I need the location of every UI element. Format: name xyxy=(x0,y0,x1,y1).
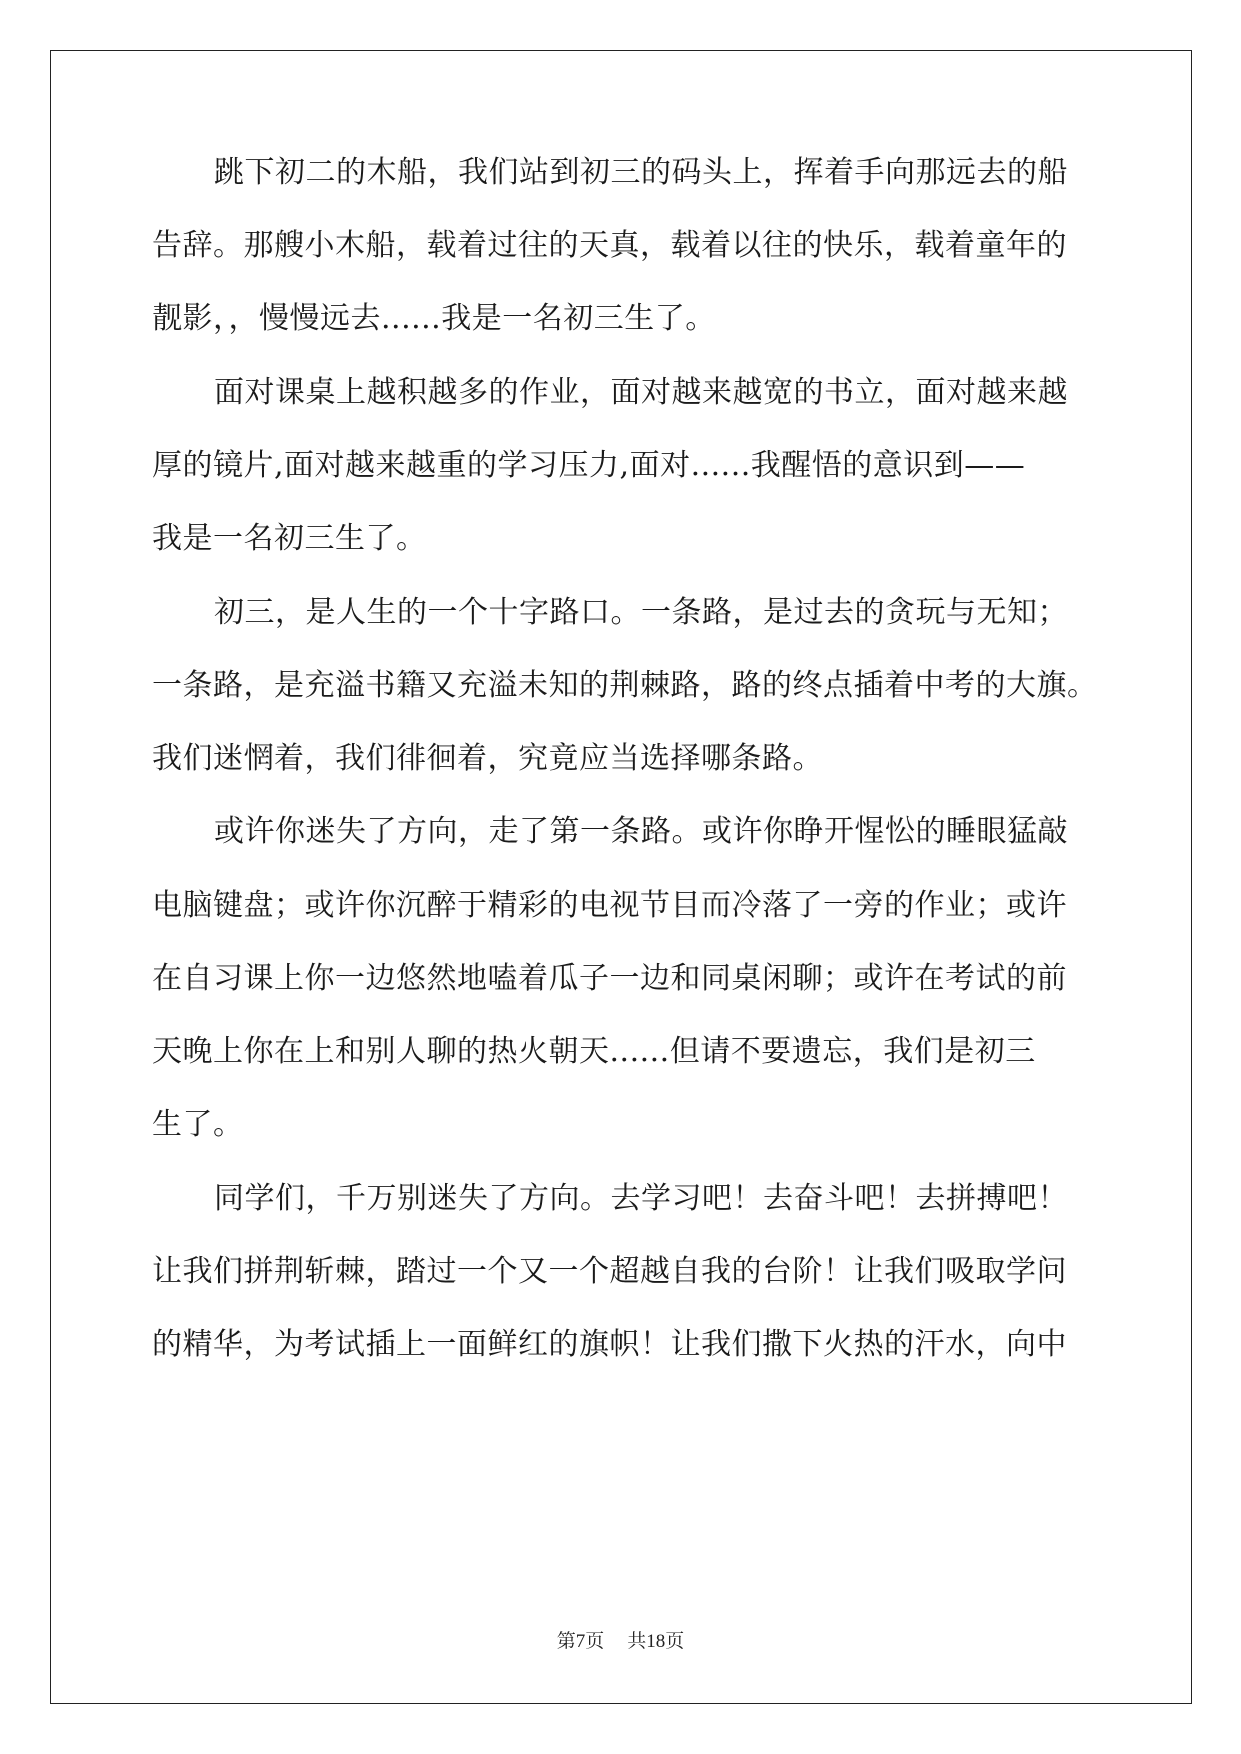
text-line: 的精华，为考试插上一面鲜红的旗帜！让我们撒下火热的汗水，向中 xyxy=(152,1327,1067,1362)
page-footer xyxy=(0,1630,1241,1654)
page-total: 共18页 xyxy=(627,1631,685,1652)
text-line: 电脑键盘；或许你沉醉于精彩的电视节目而冷落了一旁的作业；或许 xyxy=(152,888,1067,923)
text-line: 生了。 xyxy=(152,1107,244,1142)
text-line: 在自习课上你一边悠然地嗑着瓜子一边和同桌闲聊；或许在考试的前 xyxy=(152,961,1067,996)
text-line: 告辞。那艘小木船，载着过往的天真，载着以往的快乐，载着童年的 xyxy=(152,228,1067,263)
text-line: 初三，是人生的一个十字路口。一条路，是过去的贪玩与无知； xyxy=(214,595,1068,630)
text-line: 我们迷惘着，我们徘徊着，究竟应当选择哪条路。 xyxy=(152,741,823,776)
page-number: 第7页 xyxy=(556,1631,605,1652)
text-line: 或许你迷失了方向，走了第一条路。或许你睁开惺忪的睡眼猛敲 xyxy=(214,814,1068,849)
text-line: 天晚上你在上和别人聊的热火朝天......但请不要遗忘，我们是初三 xyxy=(152,1034,1036,1069)
text-line: 跳下初二的木船，我们站到初三的码头上，挥着手向那远去的船 xyxy=(214,155,1068,190)
text-line: 同学们，千万别迷失了方向。去学习吧！去奋斗吧！去拼搏吧！ xyxy=(214,1181,1068,1216)
text-line: 一条路，是充溢书籍又充溢未知的荆棘路，路的终点插着中考的大旗。 xyxy=(152,668,1098,703)
text-line: 面对课桌上越积越多的作业，面对越来越宽的书立，面对越来越 xyxy=(214,375,1068,410)
text-line: 厚的镜片,面对越来越重的学习压力,面对......我醒悟的意识到—— xyxy=(152,448,1026,483)
text-line: 我是一名初三生了。 xyxy=(152,521,427,556)
text-line: 让我们拼荆斩棘，踏过一个又一个超越自我的台阶！让我们吸取学问 xyxy=(152,1254,1067,1289)
text-line: 靓影，，慢慢远去......我是一名初三生了。 xyxy=(152,301,716,336)
